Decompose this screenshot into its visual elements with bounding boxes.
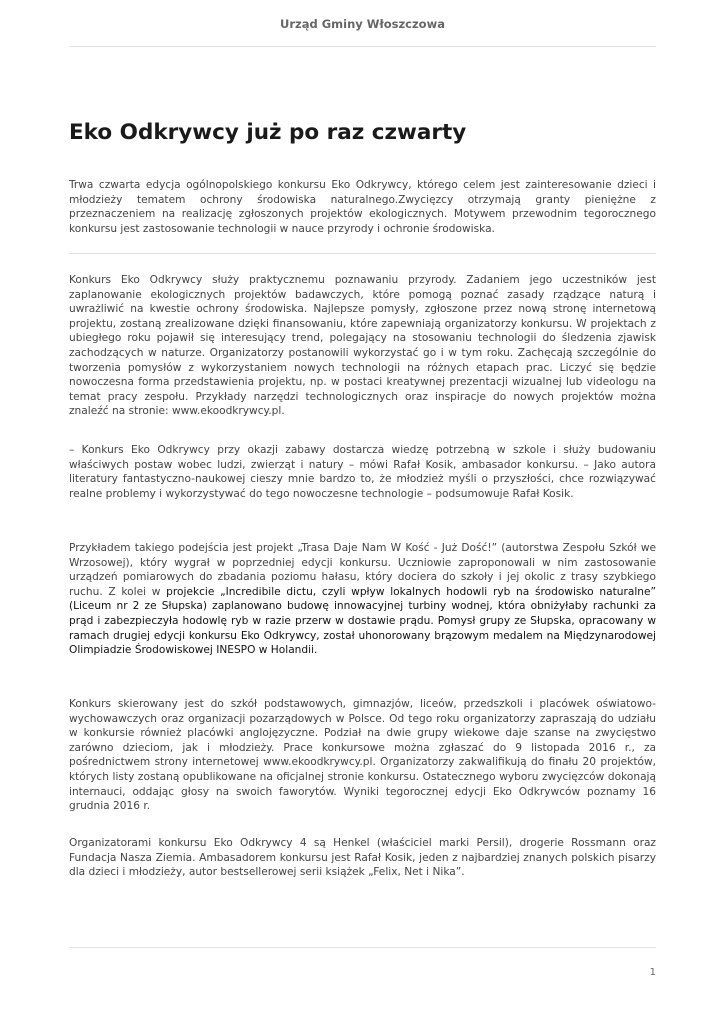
lead-divider [69,253,656,254]
paragraph-2: – Konkurs Eko Odkrywcy przy okazji zabawy dostarcza wiedzę potrzebną w szkole i służy budowaniu właściwych postaw wobec ludzi, zwierząt i natury – mówi Rafał Kosik, ambasador konkursu. – Jako autora literatury fantastyczno-naukowej cieszy mnie bardzo to, że młodzież myśli o przyszłości, chce rozwiązywać realne problemy i wykorzystywać do tego nowoczesne technologie – podsumowuje Rafał Kosik. [69,444,656,500]
paragraph-3-part-b: projekcie „Incredibile dictu, czyli wpływ lokalnych hodowli ryb na środowisko naturalne” (Liceum nr 2 ze Słupska) zaplanowano budowę innowacyjnej turbiny wodnej, która obniżyłaby rachunki za prąd i zabezpieczyła hodowlę ryb w razie przerw w dostawie prądu. Pomysł grupy ze Słupska, opracowany w ramach drugiej edycji konkursu Eko Odkrywcy, został uhonorowany brązowym medalem na Międzynarodowej Olimpiadzie Środowiskowej INESPO w Holandii. [69,585,656,657]
paragraph-4: Konkurs skierowany jest do szkół podstawowych, gimnazjów, liceów, przedszkoli i placówek oświatowo-wychowawczych oraz organizacji pozarządowych w Polsce. Od tego roku organizatorzy zapraszają do udziału w konkursie również placówki anglojęzyczne. Podział na dwie grupy wiekowe daje szanse na zwycięstwo zarówno dzieciom, jak i młodzieży. Prace konkursowe można zgłaszać do 9 listopada 2016 r., za pośrednictwem strony internetowej www.ekoodkrywcy.pl. Organizatorzy zakwalifikują do finału 20 projektów, których listy zostaną opublikowane na oficjalnej stronie konkursu. Ostatecznego wyboru zwycięzców dokonają internauci, oddając głosy na swoich faworytów. Wyniki tegorocznej edycji Eko Odkrywców poznamy 16 grudnia 2016 r. [69,698,656,813]
article-lead: Trwa czwarta edycja ogólnopolskiego konkursu Eko Odkrywcy, którego celem jest zainteresowanie dzieci i młodzieży tematem ochrony środowiska naturalnego.Zwycięzcy otrzymają granty pieniężne z przeznaczeniem na realizację zgłoszonych projektów ekologicznych. Motywem przewodnim tegorocznego konkursu jest zastosowanie technologii w nauce przyrody i ochronie środowiska. [69,179,656,235]
footer-divider [69,947,656,948]
paragraph-3 [69,541,656,658]
header-divider [69,46,656,47]
site-header-title: Urząd Gminy Włoszczowa [280,17,445,31]
page-number: 1 [649,967,656,978]
paragraph-5: Organizatorami konkursu Eko Odkrywcy 4 są Henkel (właściciel marki Persil), drogerie Rossmann oraz Fundacja Nasza Ziemia. Ambasadorem konkursu jest Rafał Kosik, jeden z najbardziej znanych polskich pisarzy dla dzieci i młodzieży, autor bestsellerowej serii książek „Felix, Net i Nika”. [69,837,656,879]
article-title: Eko Odkrywcy już po raz czwarty [69,120,467,145]
paragraph-3-part-a: Przykładem takiego podejścia jest projekt „Trasa Daje Nam W Kość - Już Dość!” (autorstwa Zespołu Szkół we Wrzosowej), który wygrał w poprzedniej edycji konkursu. Uczniowie zaproponowali w nim zastosowanie urządzeń pomiarowych do zbadania poziomu hałasu, który dociera do szkoły i jej okolic z trasy szybkiego ruchu. Z kolei w [69,542,656,598]
paragraph-1: Konkurs Eko Odkrywcy służy praktycznemu poznawaniu przyrody. Zadaniem jego uczestników jest zaplanowanie ekologicznych projektów badawczych, które pomogą poznać zasady rządzące naturą i uwrażliwić na kwestie ochrony środowiska. Najlepsze pomysły, zgłoszone przez nową stronę internetową projektu, zostaną zrealizowane dzięki finansowaniu, które zapewniają organizatorzy konkursu. W projektach z ubiegłego roku pojawił się interesujący trend, polegający na stosowaniu technologii do śledzenia zjawisk zachodzących w naturze. Organizatorzy postanowili wykorzystać go i w tym roku. Zachęcają szczególnie do tworzenia pomysłów z wykorzystaniem nowych technologii na różnych etapach prac. Liczyć się będzie nowoczesna forma przedstawienia projektu, np. w postaci kreatywnej prezentacji wizualnej lub videologu na temat pracy zespołu. Przykłady narzędzi technologicznych oraz inspiracje do nowych projektów można znaleźć na stronie: www.ekoodkrywcy.pl. [69,274,656,418]
